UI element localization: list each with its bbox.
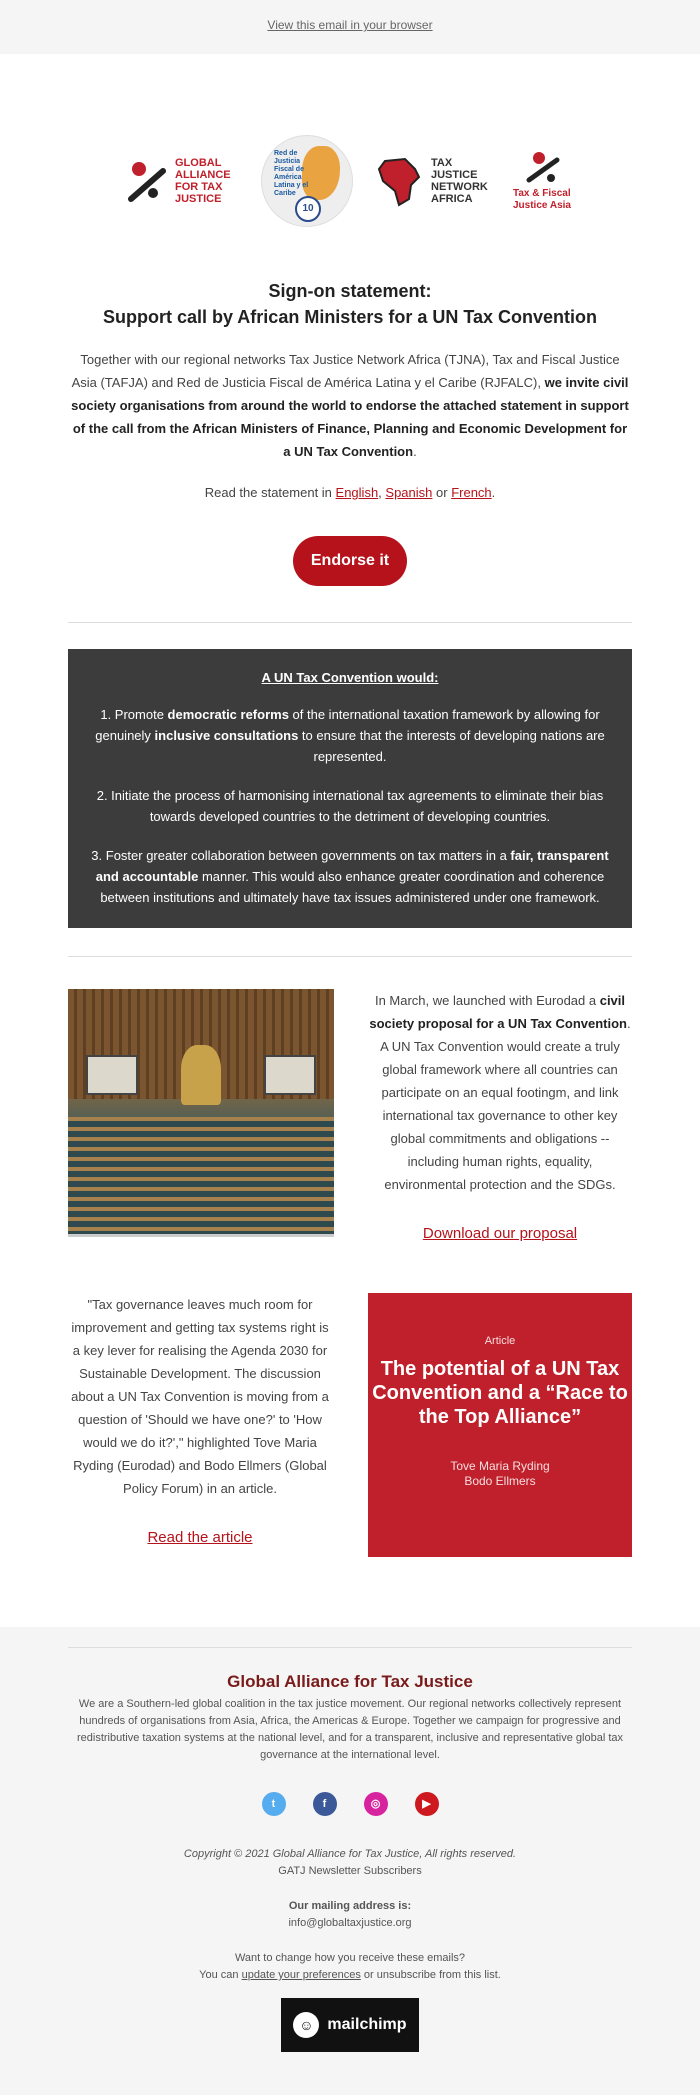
intro-end: . [413,444,417,459]
convention-box [68,649,632,928]
update-preferences-link[interactable]: update your preferences [241,1969,361,1981]
author-1: Tove Maria Ryding [450,1459,550,1473]
view-in-browser-link[interactable]: View this email in your browser [267,18,433,32]
footer-org-name: Global Alliance for Tax Justice [227,1672,473,1691]
title-line-2: Support call by African Ministers for a UN Tax Convention [102,307,598,327]
article-card-title: The potential of a UN Tax Convention and a “Race to the Top Alliance” [372,1358,628,1428]
article-quote: "Tax governance leaves much room for improvement and getting tax systems right is a key lever for realising the Agenda 2030 for Sustainable Development. The discussion about a UN Tax Convention is moving from a question of 'Should we have one?' to 'How would we do it?'," highlighted Tove Maria Ryding (Eurodad) and Bodo Ellmers (Global Policy Forum) in an article. [71,1297,329,1496]
article-row [68,1293,632,1557]
convention-heading: A UN Tax Convention would: [261,670,439,685]
mailing-label: Our mailing address is: [288,1900,412,1912]
article-card[interactable] [368,1293,632,1557]
read-article-link[interactable]: Read the article [147,1529,253,1546]
pref-suffix: or unsubscribe from this list. [360,1969,501,1981]
footer-blurb: We are a Southern-led global coalition in the tax justice movement. Our regional networks collectively represent hundreds of organisations from Asia, Africa, the Americas & Europe. Together we campaign for progressive and redistributive taxation systems at the national level, and for a transparent, inclusive and representative global tax governance at the international level. [76,1698,624,1761]
proposal-text [368,989,632,1245]
point-1-bold-2: inclusive consultations [154,728,299,743]
anniversary-badge: 10 [295,196,321,222]
mailchimp-label: mailchimp [327,2016,407,2033]
un-emblem-icon [181,1045,221,1105]
tjna-logo-text: TAX JUSTICE NETWORK AFRICA [431,157,488,205]
proposal-text-a: In March, we launched with Eurodad a [374,993,600,1008]
twitter-icon[interactable]: t [262,1792,286,1816]
rjfalc-logo [261,135,353,227]
endorse-button[interactable]: Endorse it [293,536,407,586]
proposal-text-c: . A UN Tax Convention would create a truly global framework where all countries can participate on an equal footingm, and link international tax governance to other key global commitments and obligations -- including human rights, equality, environmental protection and the SDGs. [380,1016,631,1192]
rjfalc-logo-text: Red de Justicia Fiscal de América Latina y el Caribe [274,150,309,197]
intro-paragraph [70,348,630,463]
article-kicker: Article [484,1335,516,1347]
footer [0,1627,700,2095]
read-end: . [491,485,496,500]
convention-point-3 [88,845,612,908]
point-1-text-2: of the international taxation framework by allowing for genuinely [95,707,600,743]
article-authors [368,1459,632,1489]
instagram-icon[interactable]: ◎ [364,1792,388,1816]
french-link[interactable]: French [451,485,492,500]
proposal-bold: civil society proposal for a UN Tax Convention [369,993,627,1031]
social-links [0,1792,700,1816]
partner-logos [0,116,700,246]
africa-map-icon [375,155,423,207]
intro-text: Together with our regional networks Tax Justice Network Africa (TJNA), Tax and Fiscal Justice Asia (TAFJA) and Red de Justicia Fiscal de América Latina y el Caribe (RJFALC), [71,352,620,390]
point-1-text-3: to ensure that the interests of developing nations are represented. [298,728,605,764]
point-1-text: 1. Promote [100,707,168,722]
tfja-logo [513,150,573,212]
spanish-link[interactable]: Spanish [385,485,433,500]
copyright: Copyright © 2021 Global Alliance for Tax Justice, All rights reserved. [183,1848,517,1860]
footer-divider [68,1647,632,1648]
un-assembly-photo [68,989,334,1237]
point-1-bold: democratic reforms [167,707,289,722]
point-3-bold: fair, transparent and accountable [95,848,609,884]
point-3-text-2: manner. This would also enhance greater coordination and coherence between institutions and ultimately have tax issues administered under one framework. [100,869,605,905]
convention-point-1 [88,704,612,767]
preferences-line [0,1967,700,1984]
point-3-text: 3. Foster greater collaboration between governments on tax matters in a [91,848,511,863]
download-proposal-link[interactable]: Download our proposal [422,1225,578,1242]
youtube-icon[interactable]: ▶ [415,1792,439,1816]
proposal-row [68,989,632,1245]
mailing-address: info@globaltaxjustice.org [288,1917,412,1929]
gatj-mark-icon [127,159,167,203]
divider [68,956,632,957]
read-statement-line [0,485,700,500]
read-prefix: Read the statement in [204,485,336,500]
facebook-icon[interactable]: f [313,1792,337,1816]
convention-point-2: 2. Initiate the process of harmonising international tax agreements to eliminate their bias towards developed countries to the detriment of developing countries. [96,788,604,824]
gatj-logo [127,157,239,205]
tjna-logo [375,155,491,207]
author-2: Bodo Ellmers [464,1474,536,1488]
read-sep-1: , [378,485,386,500]
proposal-paragraph [368,989,632,1196]
page-title [0,278,700,330]
article-text [68,1293,332,1557]
mailchimp-badge[interactable] [281,1998,419,2052]
top-bar [0,0,700,54]
change-line: Want to change how you receive these emails? [234,1952,466,1964]
mailchimp-monkey-icon: ☺ [293,2012,319,2038]
divider [68,622,632,623]
title-line-1: Sign-on statement: [268,281,432,301]
list-name: GATJ Newsletter Subscribers [278,1865,422,1877]
pref-prefix: You can [199,1969,242,1981]
tfja-mark-icon [521,150,565,184]
intro-bold-text: we invite civil society organisations from around the world to endorse the attached statement in support of the call from the African Ministers of Finance, Planning and Economic Development for a UN Tax Convention [71,375,629,459]
english-link[interactable]: English [335,485,379,500]
read-sep-2: or [432,485,452,500]
tfja-logo-text: Tax & Fiscal Justice Asia [513,188,571,211]
gatj-logo-text: GLOBAL ALLIANCE FOR TAX JUSTICE [175,157,231,205]
